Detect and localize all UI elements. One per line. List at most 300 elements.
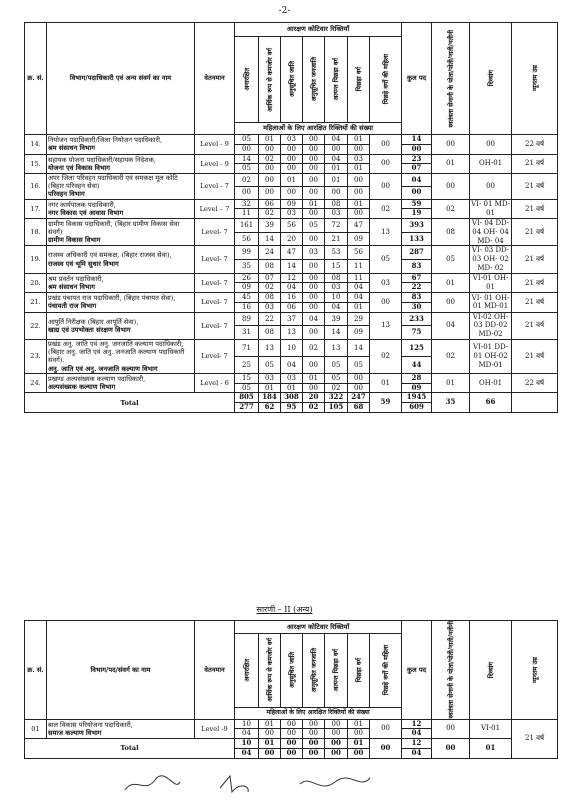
cell-vacancy: 04 [303,312,325,326]
department-name: ग्रामीण विकास विभाग [48,236,101,245]
cell-women-vacancy: 05 [348,356,370,373]
total-women-vacancy: 00 [303,748,325,758]
table-row [25,273,558,283]
col2-total: कुल पद [402,621,432,720]
cell-vacancy: 37 [281,312,303,326]
total-row [25,739,558,749]
cell-women-vacancy: 00 [303,164,325,174]
cell-women-vacancy: 00 [281,144,303,154]
cell-vacancy: 14 [348,339,370,356]
cell-vacancy: 01 [259,135,281,145]
cell-vacancy: 12 [281,273,303,283]
cell-women-vacancy: 09 [348,326,370,340]
cell-vacancy: 05 [235,135,259,145]
cat-sc: अनुसूचित जाति [281,37,303,123]
row-serial: 18. [25,219,47,246]
row-pay-level: Level -9 [195,719,235,739]
total-vacancy: 00 [325,739,348,749]
cell-women-vacancy: 01 [281,383,303,393]
cell-women-vacancy: 15 [325,260,348,274]
cell-divyang: VI-01 DD-01 OH-02 MD-01 [470,339,512,373]
cell-vacancy: 00 [348,174,370,187]
cell-women-vacancy: 13 [281,326,303,340]
vacancy-table-1 [24,22,558,413]
cell-women-vacancy: 00 [281,729,303,739]
department-name: परिवहन विभाग [48,190,85,199]
cell-women-vacancy: 00 [348,729,370,739]
signatures [120,772,420,796]
row-pay-level: Level - 9 [195,135,235,155]
cell-vacancy: 161 [235,219,259,233]
cell-vacancy: 01 [348,199,370,209]
cell-divyang: VI- 03 DD- 03 OH- 02 MD- 02 [470,246,512,273]
row-pay-level: Level - 9 [195,154,235,174]
post-title: सहायक योजना पदाधिकारी/सहायक निदेशक, [48,155,156,164]
cell-freedom-fighter: 00 [432,293,470,313]
cell-women-total: 44 [402,356,432,373]
cell-women-total: 09 [402,383,432,393]
cell-women-vacancy: 04 [281,283,303,293]
total-bc-women: 00 [370,739,402,759]
cell-women-vacancy: 00 [303,302,325,312]
cell-vacancy: 00 [281,154,303,164]
cell-women-vacancy: 00 [325,144,348,154]
cell-women-vacancy: 00 [348,383,370,393]
page-number: -2- [278,6,291,16]
cell-women-vacancy: 00 [303,283,325,293]
total-age [512,393,558,413]
cell-vacancy: 32 [235,199,259,209]
cell-women-vacancy: 21 [325,232,348,246]
col2-age: न्यूनतम उम्र [512,621,558,720]
women-note: महिलाओं के लिए आरक्षित रिक्तियों की संख्या [235,123,402,135]
cell-vacancy: 09 [281,199,303,209]
cell-vacancy: 01 [348,135,370,145]
cell-women-vacancy: 05 [235,164,259,174]
cell-vacancy: 02 [303,339,325,356]
cell-divyang: VI-01 [470,719,512,739]
cell-min-age: 21 वर्ष [512,199,558,219]
cell-women-total: 00 [402,186,432,199]
cell-total: 67 [402,273,432,283]
cat2-ews: आर्थिक रूप से कमजोर वर्ग [259,633,281,707]
cell-vacancy: 00 [303,174,325,187]
col-divyang: दिव्यांग [470,23,512,135]
table2-body [25,719,558,758]
post-title: आपूर्ति निरीक्षक (बिहार आपूर्ति सेवा), [48,317,139,326]
row-post-name [47,154,195,174]
cell-vacancy: 03 [281,373,303,383]
cat-bcw: पिछड़े वर्गों की महिला [370,37,402,123]
col-total: कुल पद [402,23,432,135]
cell-vacancy: 00 [303,154,325,164]
department-name: श्रम संसाधन विभाग [48,282,95,291]
col-age: न्यूनतम उम्र [512,23,558,135]
cell-total: 23 [402,154,432,164]
post-title: नियोजन पदाधिकारी/जिला नियोजन पदाधिकारी, [48,136,163,145]
department-name: खाद्य एवं उपभोक्ता संरक्षण विभाग [48,325,131,334]
cat2-ebc: अत्यन्त पिछड़ा वर्ग [325,633,348,707]
table-row [25,154,558,164]
table-row [25,246,558,260]
cell-freedom-fighter: 01 [432,154,470,174]
row-pay-level: Level- 7 [195,339,235,373]
row-pay-level: Level - 6 [195,373,235,393]
cell-women-vacancy: 00 [303,144,325,154]
row-serial: 16. [25,174,47,200]
cell-min-age: 21 वर्ष [512,719,558,758]
col-pay: वेतनमान [195,23,235,135]
col-freedom: स्वतंत्रता सेनानी के पोता/पोती/नाती/नतीनी [432,23,470,135]
cell-women-vacancy: 00 [303,186,325,199]
cell-vacancy: 45 [235,293,259,303]
post-title: नगर कार्यपालक पदाधिकारी, [48,200,116,209]
total-vacancy: 308 [281,393,303,403]
row-serial: 24. [25,373,47,393]
total-women-vacancy: 95 [281,403,303,413]
cell-women-vacancy: 00 [348,209,370,219]
cell-freedom-fighter: 00 [432,719,470,739]
cell-women-vacancy: 01 [259,383,281,393]
cell-women-vacancy: 03 [281,209,303,219]
row-serial: 21. [25,293,47,313]
total-vacancy: 247 [348,393,370,403]
cell-total: 28 [402,373,432,383]
cell-women-vacancy: 08 [259,260,281,274]
cell-women-vacancy: 05 [235,383,259,393]
total-women-vacancy: 277 [235,403,259,413]
cell-freedom-fighter: 02 [432,339,470,373]
row-post-name [47,273,195,293]
col2-freedom: स्वतंत्रता सेनानी के पोता/पोती/नाती/नतीनी [432,621,470,720]
cell-vacancy: 47 [281,246,303,260]
total-bc-women: 59 [370,393,402,413]
cell-total: 233 [402,312,432,326]
cell-total: 83 [402,293,432,303]
cell-vacancy: 07 [259,273,281,283]
cell-vacancy: 01 [281,174,303,187]
post-title: प्रखंड अनु. जाति एवं अनु. जनजाति कल्याण पदाधिकारी, (बिहार अनु. जाति एवं अनु. जनजाति कल्याण पदाधिकारी संवर्ग). [48,339,185,365]
cell-vacancy: 01 [303,373,325,383]
cell-vacancy: 03 [259,373,281,383]
cell-bc-women: 00 [370,719,402,739]
total-vacancy: 01 [259,739,281,749]
row-serial: 14. [25,135,47,155]
cat2-sc: अनुसूचित जाति [281,633,303,707]
cell-total: 14 [402,135,432,145]
cell-total: 393 [402,219,432,233]
cell-women-total: 00 [402,144,432,154]
cat-st: अनुसूचित जनजाति [303,37,325,123]
cell-women-vacancy: 14 [325,326,348,340]
cell-women-vacancy: 00 [259,164,281,174]
cell-vacancy: 00 [348,373,370,383]
row-post-name [47,312,195,339]
cell-women-vacancy: 00 [259,729,281,739]
cell-women-vacancy: 00 [259,144,281,154]
cell-vacancy: 08 [259,293,281,303]
total-divyang: 01 [470,739,512,759]
cell-vacancy: 05 [325,373,348,383]
department-name: समाज कल्याण विभाग [48,728,102,737]
cell-vacancy: 00 [281,719,303,729]
table-row [25,219,558,233]
cell-women-vacancy: 05 [259,356,281,373]
cell-women-vacancy: 02 [325,383,348,393]
col2-pay: वेतनमान [195,621,235,720]
row-post-name [47,135,195,155]
cell-freedom-fighter: 00 [432,135,470,155]
total-vacancy: 00 [281,739,303,749]
cell-divyang: VI-02 OH-03 DD-02 MD-02 [470,312,512,339]
cell-total: 12 [402,719,432,729]
total-women-vacancy: 00 [325,748,348,758]
cell-vacancy: 02 [235,174,259,187]
cell-women-vacancy: 02 [259,209,281,219]
department-name: नगर विकास एवं आवास विभाग [48,208,124,217]
cell-min-age: 21 वर्ष [512,219,558,246]
col2-dept: विभाग/पद/संवर्ग का नाम [47,621,195,720]
cell-women-vacancy: 16 [235,302,259,312]
row-pay-level: Level- 7 [195,293,235,313]
cell-freedom-fighter: 08 [432,219,470,246]
cell-vacancy: 13 [325,339,348,356]
cell-vacancy: 22 [259,312,281,326]
cell-vacancy: 04 [325,135,348,145]
row-pay-level: Level- 7 [195,273,235,293]
cell-women-vacancy: 00 [303,232,325,246]
cell-vacancy: 01 [303,199,325,209]
cell-min-age: 21 वर्ष [512,339,558,373]
total-women-vacancy: 00 [259,748,281,758]
total-vacancy: 805 [235,393,259,403]
cat-bc: पिछड़ा वर्ग [348,37,370,123]
cell-vacancy: 03 [303,246,325,260]
cell-vacancy: 39 [325,312,348,326]
table-row [25,339,558,356]
cell-vacancy: 29 [348,312,370,326]
cell-vacancy: 13 [259,339,281,356]
row-post-name [47,293,195,313]
cell-women-total: 04 [402,729,432,739]
cell-divyang: VI- 01 MD-01 [471,200,510,217]
cell-divyang: 00 [470,135,512,155]
table-body [25,135,558,413]
department-name: अनु. जाति एवं अनु. जनजाति कल्याण विभाग [48,364,158,373]
cell-min-age: 22 वर्ष [512,135,558,155]
post-title: अपर जिला परिवहन पदाधिकारी एवं समकक्ष मूल कोटि (बिहार परिवहन सेवा) [48,174,178,191]
cell-women-vacancy: 25 [235,356,259,373]
table-row [25,174,558,187]
total-posts: 12 [402,739,432,749]
total-vacancy: 01 [348,739,370,749]
cell-women-vacancy: 11 [235,209,259,219]
post-title: प्रखंड पंचायत राज पदाधिकारी, (बिहार पंचायत सेवा), [48,294,176,303]
cell-vacancy: 00 [303,293,325,303]
cell-divyang: 00 [470,174,512,200]
cell-divyang: OH-01 [470,154,512,174]
cell-women-vacancy: 00 [303,326,325,340]
cell-women-vacancy: 00 [325,186,348,199]
total-women-vacancy: 68 [348,403,370,413]
cell-vacancy: 08 [325,273,348,283]
cell-freedom-fighter: 00 [432,174,470,200]
cell-vacancy: 00 [303,273,325,283]
department-name: योजना एवं विकास विभाग [48,163,111,172]
total-women-vacancy: 02 [303,403,325,413]
total-label: Total [25,393,235,413]
cell-women-vacancy: 02 [259,283,281,293]
row-post-name [47,219,195,246]
cell-min-age: 22 वर्ष [512,373,558,393]
total-women-vacancy: 62 [259,403,281,413]
vacancy-table-2 [24,620,558,759]
total-vacancy: 10 [235,739,259,749]
table-row [25,373,558,383]
total-women-posts: 04 [402,748,432,758]
cell-vacancy: 04 [348,293,370,303]
total-vacancy: 00 [303,739,325,749]
table-row [25,135,558,145]
cell-women-vacancy: 00 [348,186,370,199]
cell-vacancy: 39 [259,219,281,233]
cell-women-vacancy: 14 [259,232,281,246]
row-pay-level: Level- 7 [195,246,235,273]
cell-divyang: VI-01 OH-01 [470,273,512,293]
col2-sr: क्र. सं. [25,621,47,720]
cell-vacancy: 72 [325,219,348,233]
cell-vacancy: 04 [325,154,348,164]
cell-women-vacancy: 00 [303,729,325,739]
row-pay-level: Level – 7 [195,199,235,219]
cell-bc-women: 02 [370,339,402,373]
row-pay-level: Level- 7 [195,219,235,246]
cell-women-vacancy: 20 [281,232,303,246]
cell-vacancy: 03 [348,154,370,164]
table-row [25,293,558,303]
total-women-vacancy: 105 [325,403,348,413]
col-reservation: आरक्षण कोटिवार रिक्तियाँ [235,23,402,37]
cell-bc-women: 03 [370,273,402,293]
col-dept: विभाग/पदाधिकारी एवं अन्य संवर्ग का नाम [47,23,195,135]
cell-vacancy: 08 [325,199,348,209]
cell-bc-women: 13 [370,312,402,339]
col-sr: क्र. सं. [25,23,47,135]
cell-divyang: VI- 04 DD- 04 OH- 04 MD- 04 [470,219,512,246]
cell-women-vacancy: 03 [259,302,281,312]
cell-women-vacancy: 00 [235,186,259,199]
row-serial: 19. [25,246,47,273]
cell-divyang: OH-01 [470,373,512,393]
cell-women-vacancy: 01 [348,164,370,174]
total-women-vacancy: 00 [281,748,303,758]
cell-women-vacancy: 14 [281,260,303,274]
cat-ebc: अत्यन्त पिछड़ा वर्ग [325,37,348,123]
cell-vacancy: 00 [303,719,325,729]
cell-women-vacancy: 08 [259,326,281,340]
cell-women-vacancy: 00 [303,383,325,393]
total-freedom-fighter: 00 [432,739,470,759]
row-serial: 17. [25,199,47,219]
cell-vacancy: 15 [235,373,259,383]
post-title: ग्रामीण विकास पदाधिकारी, (बिहार ग्रामीण विकास सेवा संवर्ग) [48,219,180,237]
total-women-posts: 609 [402,403,432,413]
cell-women-vacancy: 04 [325,302,348,312]
total-women-vacancy: 04 [235,748,259,758]
table-row [25,719,558,729]
cell-women-vacancy: 56 [235,232,259,246]
cell-vacancy: 24 [259,246,281,260]
row-pay-level: Level - 7 [195,174,235,200]
col2-divyang: दिव्यांग [470,621,512,720]
cat2-st: अनुसूचित जनजाति [303,633,325,707]
cell-women-total: 30 [402,302,432,312]
total-divyang: 66 [470,393,512,413]
post-title: प्रखण्ड अल्पसंख्यक कल्याण पदाधिकारी, [48,374,146,383]
department-name: राजस्व एवं भूमि सुधार विभाग [48,259,119,268]
cell-bc-women: 00 [370,174,402,200]
cell-total: 04 [402,174,432,187]
cell-vacancy: 10 [281,339,303,356]
row-post-name [47,373,195,393]
cell-freedom-fighter: 01 [432,273,470,293]
cell-vacancy: 01 [348,719,370,729]
total-vacancy: 322 [325,393,348,403]
cell-women-vacancy: 03 [325,209,348,219]
cell-vacancy: 00 [325,719,348,729]
cell-women-total: 83 [402,260,432,274]
post-title: राजस्व अधिकारी एवं समकक्ष, (बिहार राजस्व सेवा), [48,251,172,260]
cell-women-vacancy: 01 [325,164,348,174]
cell-women-total: 75 [402,326,432,340]
cell-bc-women: 05 [370,246,402,273]
cell-women-vacancy: 00 [259,186,281,199]
cell-vacancy: 11 [348,273,370,283]
cell-women-vacancy: 00 [303,260,325,274]
cell-vacancy: 01 [325,174,348,187]
cell-women-total: 07 [402,164,432,174]
cell-min-age: 21 वर्ष [512,273,558,293]
cell-women-vacancy: 00 [325,729,348,739]
cell-freedom-fighter: 02 [432,199,470,219]
cell-vacancy: 53 [325,246,348,260]
total-posts: 1945 [402,393,432,403]
cell-vacancy: 56 [348,246,370,260]
row-post-name [47,339,195,373]
total-women-vacancy: 00 [348,748,370,758]
cell-vacancy: 10 [235,719,259,729]
cell-freedom-fighter: 04 [432,312,470,339]
cell-women-vacancy: 09 [348,232,370,246]
cell-vacancy: 14 [235,154,259,164]
row-serial: 22. [25,312,47,339]
total-label: Total [25,739,235,759]
cell-women-vacancy: 35 [235,260,259,274]
cell-total: 59 [402,199,432,209]
row-post-name [47,199,195,219]
row-serial: 23. [25,339,47,373]
cell-vacancy: 02 [259,154,281,164]
cat-ews: आर्थिक रूप से कमजोर वर्ग [259,37,281,123]
cell-total: 125 [402,339,432,356]
cell-min-age: 21 वर्ष [512,312,558,339]
cell-vacancy: 03 [281,135,303,145]
row-serial: 01 [25,719,47,739]
total-vacancy: 20 [303,393,325,403]
table-row [25,199,558,209]
cell-bc-women: 00 [370,154,402,174]
cat2-bcw: पिछड़े वर्गों की महिला [370,633,402,707]
